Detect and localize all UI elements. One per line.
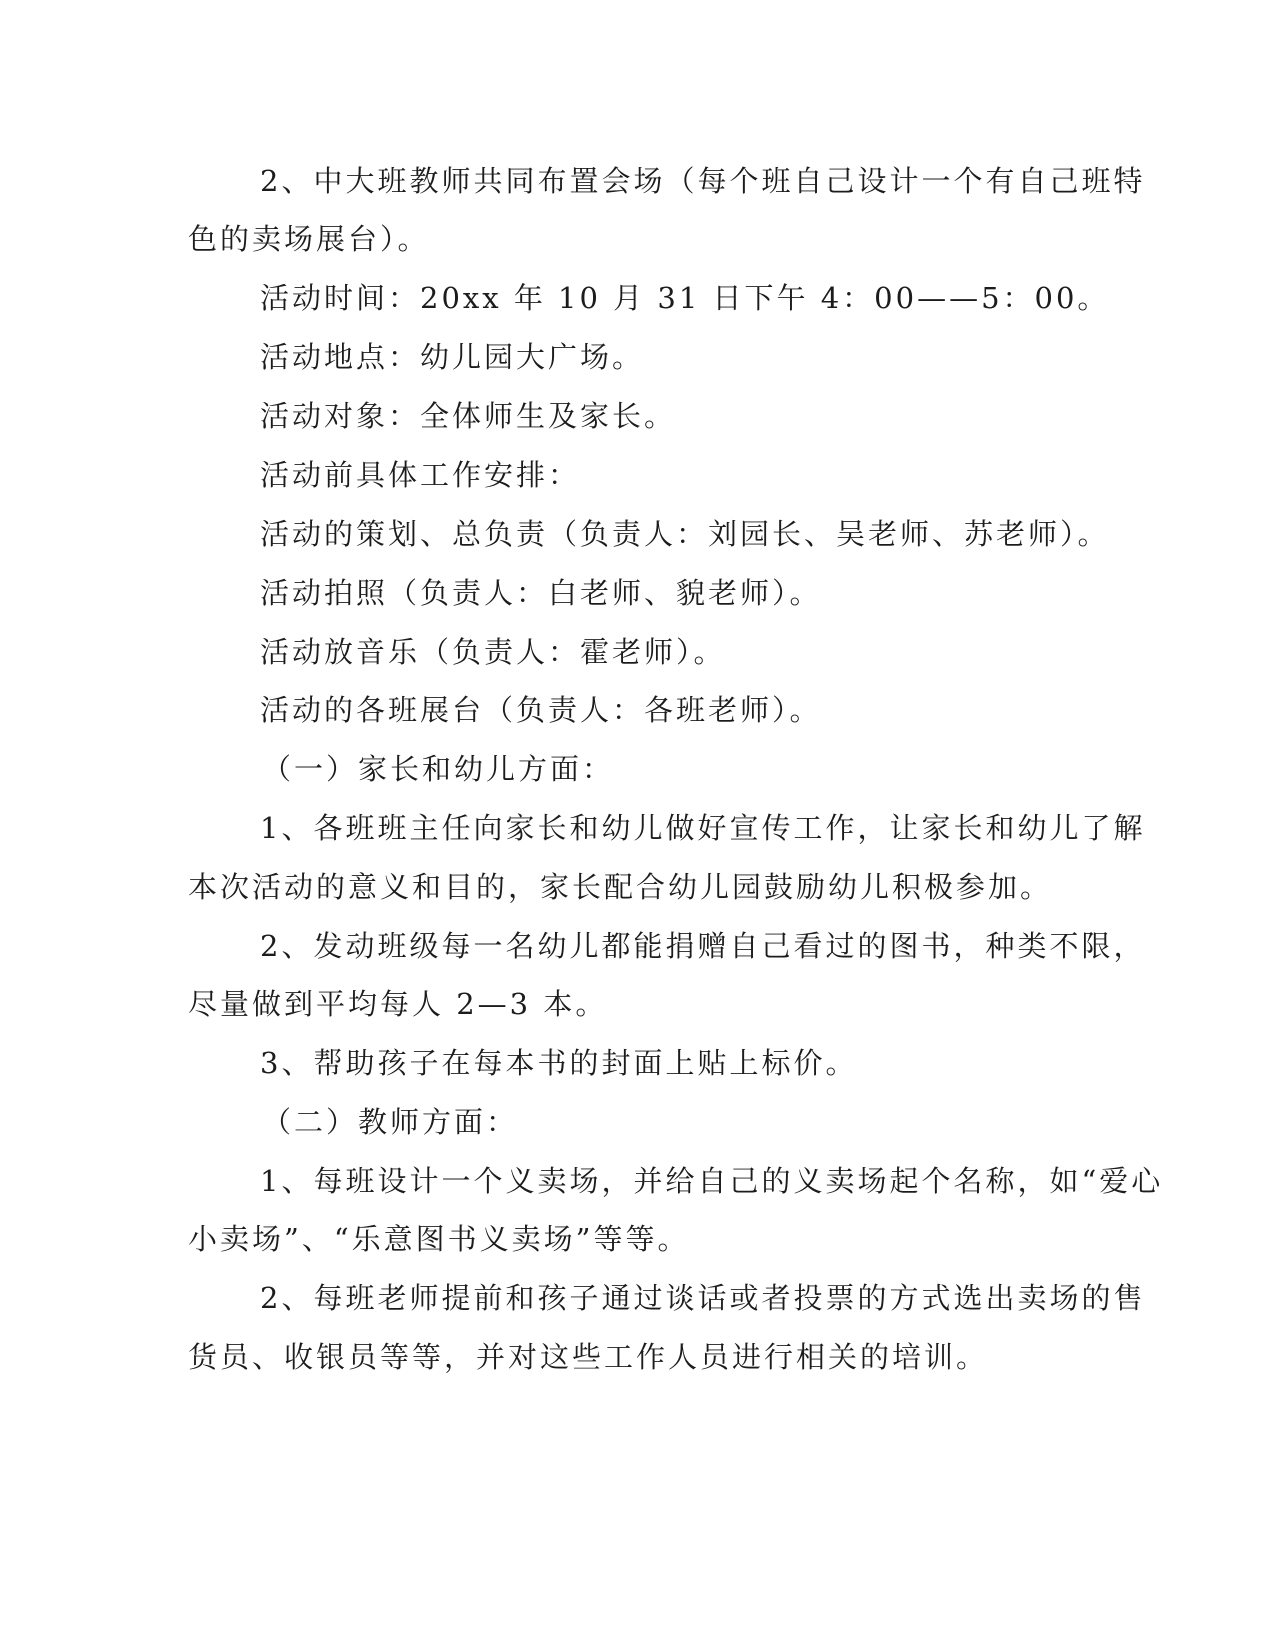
paragraph-line: 货员、收银员等等，并对这些工作人员进行相关的培训。	[188, 1340, 989, 1374]
paragraph-line: 本次活动的意义和目的，家长配合幼儿园鼓励幼儿积极参加。	[188, 870, 1053, 904]
paragraph-line: 活动放音乐（负责人：霍老师）。	[260, 635, 726, 669]
section-heading: （二）教师方面：	[262, 1105, 519, 1139]
paragraph-line: 2、发动班级每一名幼儿都能捐赠自己看过的图书，种类不限，	[260, 929, 1146, 963]
paragraph-line: 1、各班班主任向家长和幼儿做好宣传工作，让家长和幼儿了解	[260, 811, 1146, 845]
paragraph-line: 活动拍照（负责人：白老师、貌老师）。	[260, 576, 822, 610]
paragraph-line: 1、每班设计一个义卖场，并给自己的义卖场起个名称，如“爱心	[260, 1164, 1164, 1198]
section-heading: （一）家长和幼儿方面：	[262, 752, 615, 786]
paragraph-line: 3、帮助孩子在每本书的封面上贴上标价。	[260, 1046, 858, 1080]
paragraph-line: 活动的各班展台（负责人：各班老师）。	[260, 693, 822, 727]
paragraph-line: 尽量做到平均每人 2—3 本。	[188, 987, 608, 1021]
paragraph-line: 活动前具体工作安排：	[260, 458, 581, 492]
paragraph-line: 活动的策划、总负责（负责人：刘园长、吴老师、苏老师）。	[260, 517, 1110, 551]
paragraph-line: 活动地点：幼儿园大广场。	[260, 340, 645, 374]
paragraph-line: 活动对象：全体师生及家长。	[260, 399, 677, 433]
paragraph-line: 2、每班老师提前和孩子通过谈话或者投票的方式选出卖场的售	[260, 1281, 1146, 1315]
paragraph-line: 2、中大班教师共同布置会场（每个班自己设计一个有自己班特	[260, 164, 1146, 198]
paragraph-line: 色的卖场展台）。	[188, 222, 430, 256]
paragraph-line: 小卖场”、“乐意图书义卖场”等等。	[188, 1222, 690, 1256]
paragraph-line: 活动时间：20xx 年 10 月 31 日下午 4：00——5：00。	[260, 281, 1110, 315]
